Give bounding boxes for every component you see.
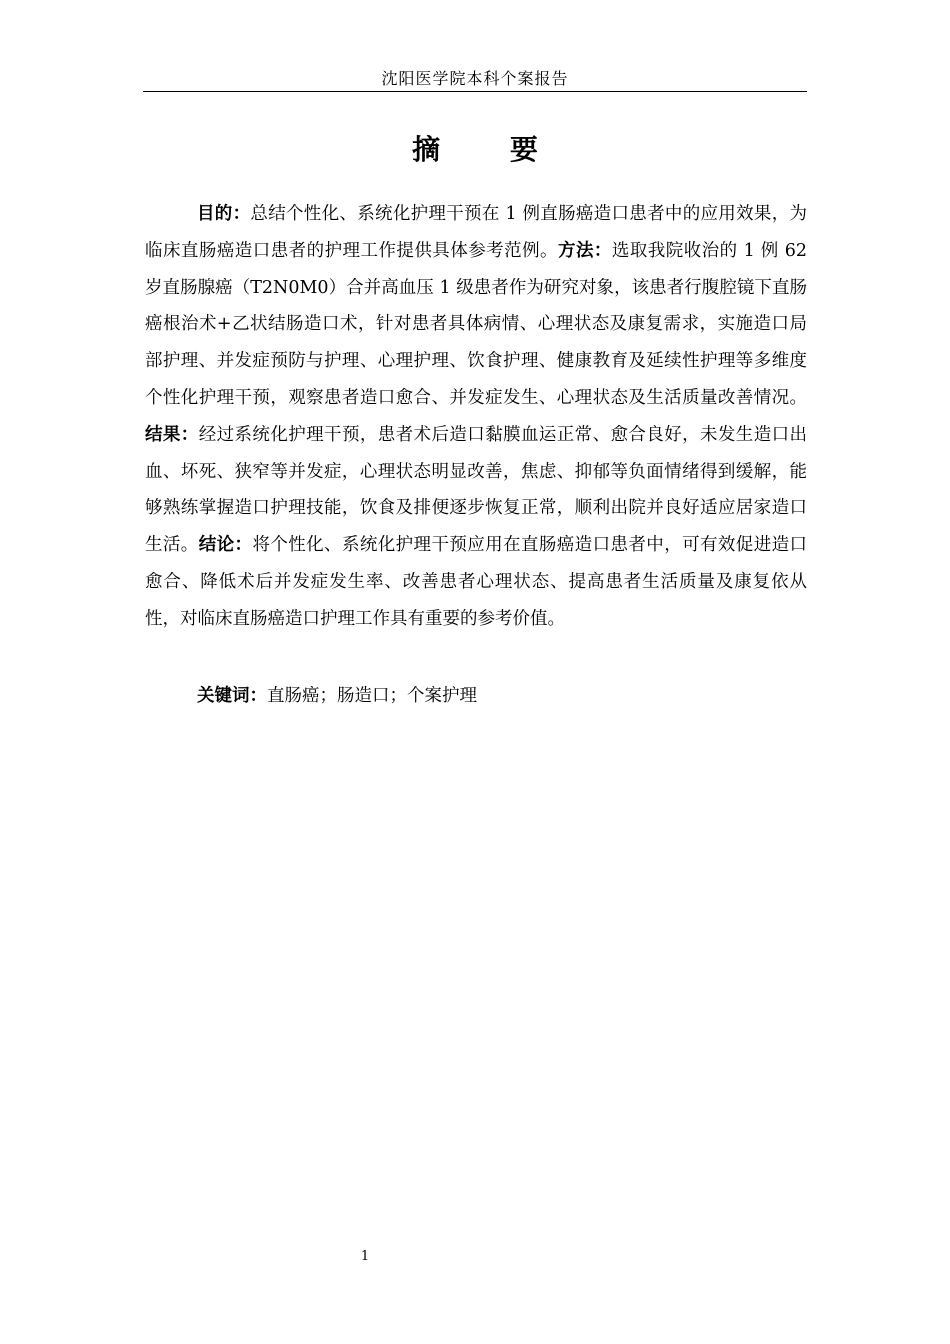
abstract-body: [145, 196, 807, 638]
keywords-label: 关键词：: [197, 686, 267, 706]
abstract-title: 摘 要: [412, 133, 568, 166]
methods-text: 选取我院收治的 1 例 62 岁直肠腺癌（T2N0M0）合并高血压 1 级患者作为研究对象，该患者行腹腔镜下直肠癌根治术+乙状结肠造口术，针对患者具体病情、心理状态及康复需求，实施造口局部护理、并发症预防与护理、心理护理、饮食护理、健康教育及延续性护理等多维度个性化护理干预，观察患者造口愈合、并发症发生、心理状态及生活质量改善情况。: [145, 240, 808, 408]
conclusion-text: 将个性化、系统化护理干预应用在直肠癌造口患者中，可有效促进造口愈合、降低术后并发症发生率、改善患者心理状态、提高患者生活质量及康复依从性，对临床直肠癌造口护理工作具有重要的参考价值。: [145, 535, 808, 629]
objective-text: 总结个性化、系统化护理干预在 1 例直肠癌造口患者中的应用效果，为临床直肠癌造口患者的护理工作提供具体参考范例。: [145, 204, 807, 261]
running-header: 沈阳医学院本科个案报告: [381, 69, 569, 88]
header-divider: [143, 91, 807, 92]
conclusion-label: 结论：: [198, 535, 253, 556]
keywords-text: 直肠癌；肠造口；个案护理: [267, 686, 477, 706]
results-text: 经过系统化护理干预，患者术后造口黏膜血运正常、愈合良好，未发生造口出血、坏死、狭窄等并发症，心理状态明显改善，焦虑、抑郁等负面情绪得到缓解，能够熟练掌握造口护理技能，饮食及排便逐步恢复正常，顺利出院并良好适应居家造口生活。: [145, 424, 808, 556]
results-label: 结果：: [145, 424, 199, 445]
objective-label: 目的：: [197, 204, 251, 224]
methods-label: 方法：: [558, 240, 612, 261]
keywords-line: [145, 678, 807, 715]
page-number: 1: [360, 1249, 370, 1264]
